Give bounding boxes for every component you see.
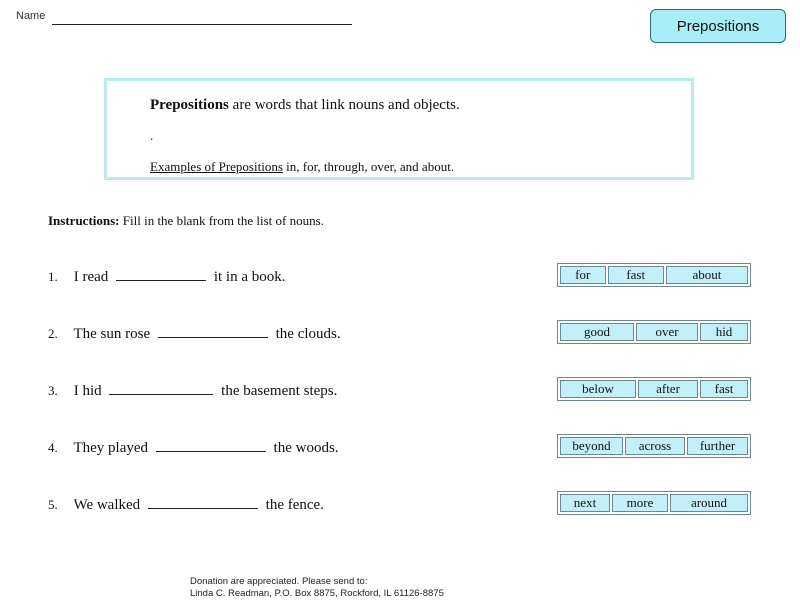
question-text-before: We walked — [73, 497, 141, 513]
answer-blank[interactable] — [109, 382, 213, 395]
choice-option[interactable]: about — [666, 266, 748, 284]
footer-line-1: Donation are appreciated. Please send to: — [190, 576, 368, 587]
question-text-after: it in a book. — [213, 269, 286, 285]
answer-blank[interactable] — [116, 268, 206, 281]
choices-question-5 — [557, 491, 751, 515]
choice-option[interactable]: over — [636, 323, 698, 341]
question-2 — [48, 325, 341, 343]
choices-question-4 — [557, 434, 751, 458]
question-1 — [48, 268, 285, 286]
question-4 — [48, 439, 339, 457]
definition-text: are words that link nouns and objects. — [228, 97, 460, 113]
choice-option[interactable]: for — [560, 266, 606, 284]
choices-question-1 — [557, 263, 751, 287]
question-3 — [48, 382, 337, 400]
question-number: 2. — [48, 326, 58, 341]
choice-option[interactable]: good — [560, 323, 634, 341]
instructions-label: Instructions: — [48, 213, 120, 228]
question-5 — [48, 496, 324, 514]
name-label: Name — [16, 10, 46, 22]
question-text-after: the woods. — [273, 440, 339, 456]
question-number: 1. — [48, 269, 58, 284]
choice-option[interactable]: fast — [608, 266, 664, 284]
answer-blank[interactable] — [156, 439, 266, 452]
choice-option[interactable]: further — [687, 437, 748, 455]
choice-option[interactable]: fast — [700, 380, 748, 398]
definition-term: Prepositions — [150, 97, 229, 113]
instructions-text: Fill in the blank from the list of nouns. — [119, 213, 324, 228]
question-text-before: They played — [73, 440, 149, 456]
choice-option[interactable]: below — [560, 380, 636, 398]
question-number: 4. — [48, 440, 58, 455]
question-text-after: the clouds. — [275, 326, 341, 342]
donation-footer — [190, 576, 444, 600]
choice-option[interactable]: after — [638, 380, 698, 398]
definition-sentence — [150, 97, 460, 114]
choice-option[interactable]: beyond — [560, 437, 623, 455]
definition-dot: . — [150, 128, 154, 143]
examples-text: in, for, through, over, and about. — [282, 159, 455, 174]
choices-question-2 — [557, 320, 751, 344]
question-text-before: I hid — [73, 383, 102, 399]
answer-blank[interactable] — [158, 325, 268, 338]
question-text-before: The sun rose — [73, 326, 151, 342]
examples-sentence — [150, 159, 454, 175]
worksheet-title-badge: Prepositions — [650, 9, 786, 43]
question-number: 3. — [48, 383, 58, 398]
question-number: 5. — [48, 497, 58, 512]
footer-line-2: Linda C. Readman, P.O. Box 8875, Rockford, IL 61126-8875 — [190, 588, 444, 599]
choice-option[interactable]: next — [560, 494, 610, 512]
choices-question-3 — [557, 377, 751, 401]
question-text-before: I read — [73, 269, 109, 285]
examples-label: Examples of Prepositions — [150, 159, 283, 174]
question-text-after: the fence. — [265, 497, 324, 513]
instructions — [48, 213, 324, 229]
choice-option[interactable]: more — [612, 494, 668, 512]
choice-option[interactable]: around — [670, 494, 748, 512]
question-text-after: the basement steps. — [221, 383, 338, 399]
choice-option[interactable]: across — [625, 437, 685, 455]
answer-blank[interactable] — [148, 496, 258, 509]
name-blank-line[interactable] — [52, 24, 352, 25]
choice-option[interactable]: hid — [700, 323, 748, 341]
